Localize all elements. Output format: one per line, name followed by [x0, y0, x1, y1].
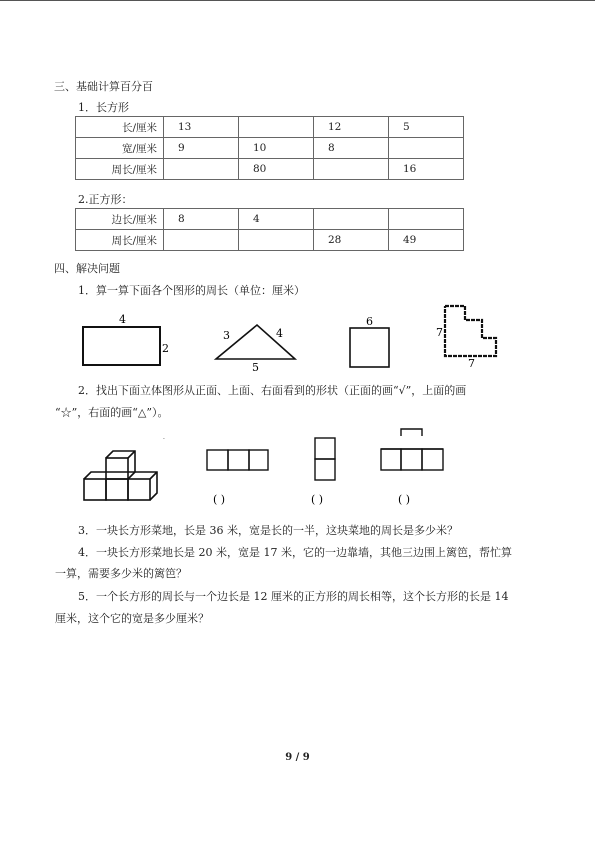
- table-row: [76, 209, 464, 230]
- row-label: 周长/厘米: [76, 230, 164, 251]
- table-cell: 4: [239, 209, 314, 230]
- table-cell: 16: [389, 159, 464, 180]
- question-4-line-1: 4．一块长方形菜地长是 20 米，宽是 17 米，它的一边靠墙，其他三边围上篱笆，帮忙算: [78, 546, 512, 559]
- tri-left-label: 3: [223, 329, 230, 342]
- table-cell: 9: [164, 138, 239, 159]
- row-label: 长/厘米: [76, 117, 164, 138]
- square-table: [75, 208, 464, 251]
- tri-bottom-label: 5: [252, 361, 259, 374]
- table-cell: [164, 159, 239, 180]
- table-row: [76, 230, 464, 251]
- question-2-line-1: 2．找出下面立体图形从正面、上面、右面看到的形状（正面的画“√”，上面的画: [78, 384, 467, 397]
- table-cell: 10: [239, 138, 314, 159]
- view-1-figure: [207, 450, 268, 470]
- cube-solid-figure: [84, 451, 157, 500]
- table-cell: 8: [164, 209, 239, 230]
- view-3-figure: [381, 429, 443, 470]
- row-label: 宽/厘米: [76, 138, 164, 159]
- question-5-line-2: 厘米，这个它的宽是多少厘米？: [55, 612, 209, 625]
- rectangle-heading: 1．长方形: [78, 101, 129, 114]
- rect-top-label: 4: [119, 313, 126, 326]
- answer-paren-1[interactable]: ( ): [213, 493, 226, 506]
- question-1: 1．算一算下面各个图形的周长（单位：厘米）: [78, 284, 305, 297]
- answer-paren-3[interactable]: ( ): [398, 493, 411, 506]
- question-2-line-2: “☆”，右面的画“△”）。: [55, 406, 169, 419]
- rect-right-label: 2: [162, 342, 169, 355]
- staircase-figure: [445, 306, 496, 356]
- table-row: [76, 138, 464, 159]
- question-3: 3．一块长方形菜地，长是 36 米，宽是长的一半，这块菜地的周长是多少米？: [78, 524, 458, 537]
- table-cell: 8: [314, 138, 389, 159]
- table-cell: [314, 209, 389, 230]
- table-cell: 28: [314, 230, 389, 251]
- question-5-line-1: 5．一个长方形的周长与一个边长是 12 厘米的正方形的周长相等，这个长方形的长是 14: [78, 590, 509, 603]
- table-cell: [164, 230, 239, 251]
- table-cell: [314, 159, 389, 180]
- poly-bottom-label: 7: [468, 357, 475, 370]
- table-row: [76, 159, 464, 180]
- poly-left-label: 7: [436, 326, 443, 339]
- row-label: 边长/厘米: [76, 209, 164, 230]
- table-cell: 80: [239, 159, 314, 180]
- section-4-title: 四、解决问题: [54, 262, 120, 275]
- table-cell: [389, 209, 464, 230]
- dot-mark: ·: [163, 436, 165, 443]
- table-cell: [389, 138, 464, 159]
- rectangle-table: [75, 116, 464, 180]
- rectangle-figure: [83, 327, 160, 365]
- square-figure: [350, 328, 389, 367]
- table-row: [76, 117, 464, 138]
- view-2-figure: [315, 438, 335, 480]
- tri-right-label: 4: [276, 327, 283, 340]
- page-number: 9 / 9: [285, 752, 310, 763]
- perimeter-figures: [0, 300, 595, 380]
- table-cell: 5: [389, 117, 464, 138]
- row-label: 周长/厘米: [76, 159, 164, 180]
- table-cell: [239, 117, 314, 138]
- table-cell: 49: [389, 230, 464, 251]
- table-cell: 13: [164, 117, 239, 138]
- page-top-rule: [0, 0, 595, 1]
- table-cell: 12: [314, 117, 389, 138]
- square-top-label: 6: [366, 315, 373, 328]
- solid-views-figures: [0, 425, 595, 515]
- table-cell: [239, 230, 314, 251]
- section-3-title: 三、基础计算百分百: [54, 80, 153, 93]
- answer-paren-2[interactable]: ( ): [311, 493, 324, 506]
- question-4-line-2: 一算，需要多少米的篱笆？: [55, 567, 187, 580]
- square-heading: 2.正方形：: [78, 193, 133, 206]
